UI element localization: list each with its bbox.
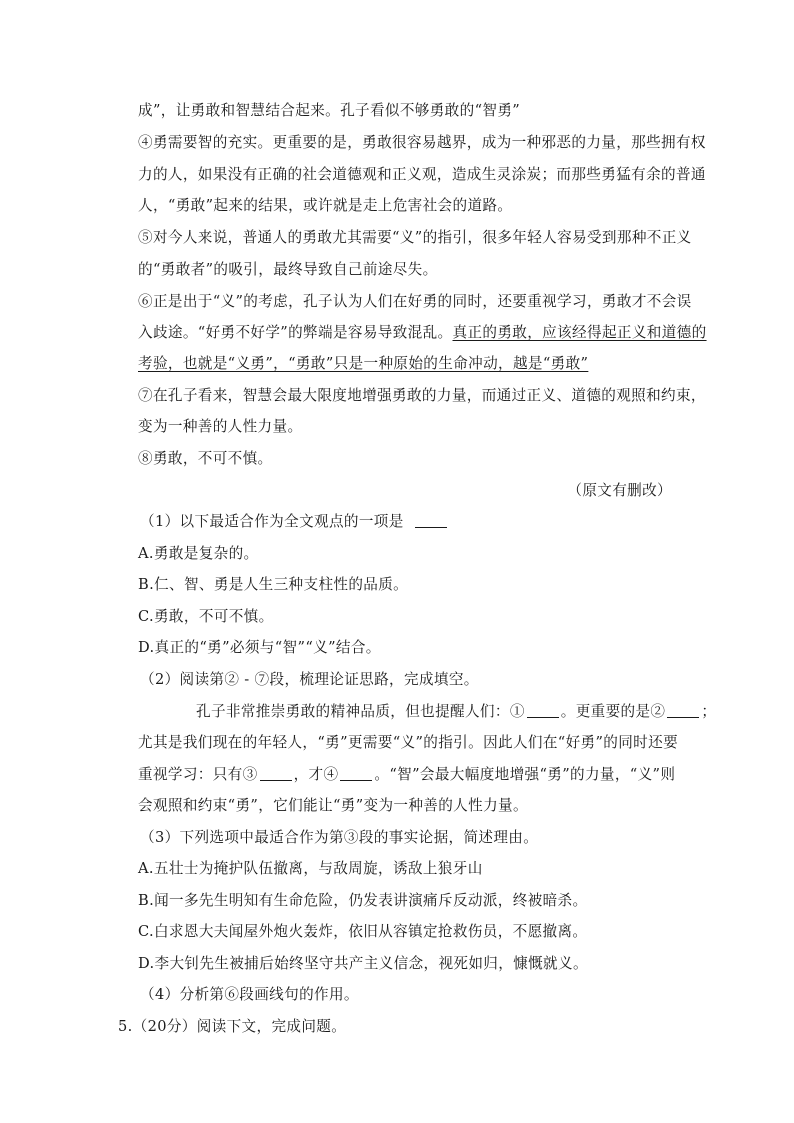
passage-line-1: 成”，让勇敢和智慧结合起来。孔子看似不够勇敢的“智勇”	[138, 102, 521, 119]
passage-paragraph-6-line-3	[138, 354, 588, 374]
question-3-stem: （3）下列选项中最适合作为第③段的事实论据，简述理由。	[140, 829, 539, 846]
question-2-stem: （2）阅读第② - ⑦段，梳理论证思路，完成填空。	[140, 671, 479, 688]
passage-paragraph-7-line-2: 变为一种善的人性力量。	[138, 418, 303, 435]
fill-blank-4[interactable]	[340, 766, 372, 781]
question-4-stem: （4）分析第⑥段画线句的作用。	[140, 986, 359, 1003]
question-5-heading: 5.（20分）阅读下文，完成问题。	[118, 1018, 347, 1035]
fill-text: ；	[701, 703, 717, 720]
question-3-option-d: D.李大钊先生被捕后始终坚守共产主义信念，视死如归，慷慨就义。	[138, 955, 588, 972]
question-1-stem	[140, 512, 449, 532]
fill-blank-3[interactable]	[260, 766, 292, 781]
question-1-option-b: B.仁、智、勇是人生三种支柱性的品质。	[138, 576, 409, 593]
question-1-option-c: C.勇敢，不可不慎。	[138, 608, 274, 625]
fill-text: 孔子非常推崇勇敢的精神品质，但也提醒人们：①	[196, 703, 525, 720]
question-2-fill-line-4: 会观照和约束“勇”，它们能让“勇”变为一种善的人性力量。	[138, 797, 528, 814]
fill-text: 重视学习：只有③	[138, 766, 258, 783]
question-3-option-b: B.闻一多先生明知有生命危险，仍发表讲演痛斥反动派，终被暗杀。	[138, 892, 588, 909]
passage-plain-text: 入歧途。“好勇不好学”的弊端是容易导致混乱。	[138, 324, 453, 341]
passage-paragraph-4-line-1: ④勇需要智的充实。更重要的是，勇敢很容易越界，成为一种邪恶的力量，那些拥有权	[138, 134, 706, 151]
passage-paragraph-6-line-1: ⑥正是出于“义”的考虑，孔子认为人们在好勇的同时，还要重视学习，勇敢才不会误	[138, 293, 692, 310]
passage-paragraph-7-line-1: ⑦在孔子看来，智慧会最大限度地增强勇敢的力量，而通过正义、道德的观照和约束，	[138, 387, 706, 404]
fill-text: ，才④	[293, 766, 339, 783]
question-1-option-d: D.真正的“勇”必须与“智”“义”结合。	[138, 639, 381, 656]
passage-paragraph-4-line-3: 人，“勇敢”起来的结果，或许就是走上危害社会的道路。	[138, 197, 513, 214]
question-2-fill-line-1	[196, 702, 716, 722]
question-3-option-a: A.五壮士为掩护队伍撤离，与敌周旋，诱敌上狼牙山	[138, 860, 483, 877]
passage-paragraph-4-line-2: 力的人，如果没有正确的社会道德观和正义观，造成生灵涂炭；而那些勇猛有余的普通	[138, 166, 706, 183]
fill-text: 。更重要的是②	[560, 703, 666, 720]
fill-blank-1[interactable]	[527, 703, 559, 718]
passage-paragraph-5-line-1: ⑤对今人来说，普通人的勇敢尤其需要“义”的指引，很多年轻人容易受到那种不正义	[138, 229, 692, 246]
passage-paragraph-8: ⑧勇敢，不可不慎。	[138, 450, 273, 467]
source-note: （原文有删改）	[567, 482, 672, 499]
passage-paragraph-6-line-2	[138, 323, 707, 343]
question-1-option-a: A.勇敢是复杂的。	[138, 545, 259, 562]
passage-paragraph-5-line-2: 的“勇敢者”的吸引，最终导致自己前途尽失。	[138, 261, 438, 278]
question-1-answer-blank[interactable]	[415, 513, 447, 528]
underlined-sentence-part-2: 考验，也就是“义勇”，“勇敢”只是一种原始的生命冲动，越是“勇敢”	[138, 355, 589, 372]
fill-blank-2[interactable]	[667, 703, 699, 718]
question-2-fill-line-2: 尤其是我们现在的年轻人，“勇”更需要“义”的指引。因此人们在“好勇”的同时还要	[138, 734, 679, 751]
question-3-option-c: C.白求恩大夫闻屋外炮火轰炸，依旧从容镇定抢救伤员，不愿撤离。	[138, 923, 588, 940]
underlined-sentence-part-1: 真正的勇敢，应该经得起正义和道德的	[452, 324, 707, 341]
question-1-text: （1）以下最适合作为全文观点的一项是	[140, 513, 404, 530]
fill-text: 。“智”会最大幅度地增强“勇”的力量，“义”则	[374, 766, 676, 783]
question-2-fill-line-3	[138, 765, 675, 785]
